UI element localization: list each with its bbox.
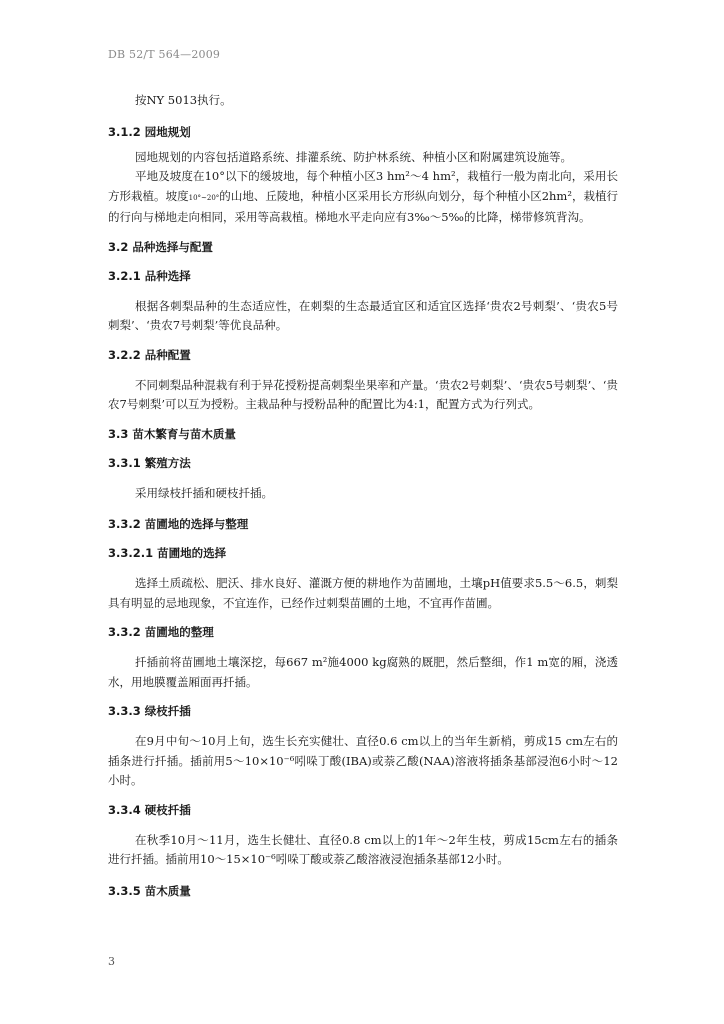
heading-3-1-2: 3.1.2 园地规划 (108, 124, 191, 139)
heading-3-2: 3.2 品种选择与配置 (108, 239, 213, 254)
slope-range-small: 10°~20° (188, 193, 220, 202)
paragraph-green-cutting: 在9月中旬～10月上旬，选生长充实健壮、直径0.6 cm以上的当年生新梢，剪成15 cm左右的插条进行扦插。插前用5～10×10⁻⁶吲哚丁酸(IBA)或萘乙酸(NAA)溶液将插条基部浸泡6小时～12小时。 (108, 734, 618, 787)
heading-3-3: 3.3 苗木繁育与苗木质量 (108, 426, 236, 441)
document-code-header: DB 52/T 564—2009 (108, 48, 221, 61)
heading-3-2-1: 3.2.1 品种选择 (108, 268, 191, 283)
heading-3-3-2-nursery-prep: 3.3.2 苗圃地的整理 (108, 625, 214, 639)
heading-3-3-5: 3.3.5 苗木质量 (108, 883, 191, 898)
paragraph-variety-config: 不同刺梨品种混栽有利于异花授粉提高刺梨坐果率和产量。‘贵农2号刺梨’、‘贵农5号刺梨’、‘贵农7号刺梨’可以互为授粉。主栽品种与授粉品种的配置比为4:1，配置方式为行列式。 (108, 377, 618, 411)
heading-3-3-2: 3.3.2 苗圃地的选择与整理 (108, 517, 249, 531)
heading-3-3-3: 3.3.3 绿枝扦插 (108, 704, 191, 718)
document-body (108, 91, 618, 901)
paragraph-nursery-selection: 选择土质疏松、肥沃、排水良好、灌溉方便的耕地作为苗圃地，土壤pH值要求5.5～6.5，刺梨具有明显的忌地现象，不宜连作，已经作过刺梨苗圃的土地，不宜再作苗圃。 (108, 576, 618, 610)
paragraph-ny5013: 按NY 5013执行。 (135, 93, 232, 107)
paragraph-nursery-prep: 扦插前将苗圃地土壤深挖，每667 m²施4000 kg腐熟的厩肥，然后整细，作1 m宽的厢，浇透水，用地膜覆盖厢面再扦插。 (108, 655, 618, 689)
slope-text-part-2: 的山地、丘陵地，种植小区采用长方形纵向划分，每个种植小区2hm²，栽植行的行向与梯地走向相同，采用等高栽植。梯地水平走向应有3‰～5‰的比降，梯带修筑背沟。 (108, 188, 619, 224)
paragraph-garden-plan: 园地规划的内容包括道路系统、排灌系统、防护林系统、种植小区和附属建筑设施等。 (135, 149, 572, 164)
page-number: 3 (108, 955, 115, 968)
heading-3-3-2-1: 3.3.2.1 苗圃地的选择 (108, 546, 227, 560)
paragraph-slope-planting (108, 167, 618, 228)
paragraph-variety-selection: 根据各刺梨品种的生态适应性，在刺梨的生态最适宜区和适宜区选择‘贵农2号刺梨’、‘贵农5号刺梨’、‘贵农7号刺梨’等优良品种。 (108, 298, 618, 332)
heading-3-3-1: 3.3.1 繁殖方法 (108, 455, 191, 470)
heading-3-2-2: 3.2.2 品种配置 (108, 347, 191, 362)
slope-text-part-1: 平地及坡度在10°以下的缓坡地，每个种植小区3 hm²～4 hm²，栽植行一般为南北向，采用长方形栽植。坡度 (108, 169, 618, 203)
heading-3-3-4: 3.3.4 硬枝扦插 (108, 802, 191, 817)
paragraph-propagation-method: 采用绿枝扦插和硬枝扦插。 (135, 485, 273, 500)
paragraph-hardwood-cutting: 在秋季10月～11月，选生长健壮、直径0.8 cm以上的1年～2年生枝，剪成15cm左右的插条进行扦插。插前用10～15×10⁻⁶吲哚丁酸或萘乙酸溶液浸泡插条基部12小时。 (108, 832, 618, 866)
